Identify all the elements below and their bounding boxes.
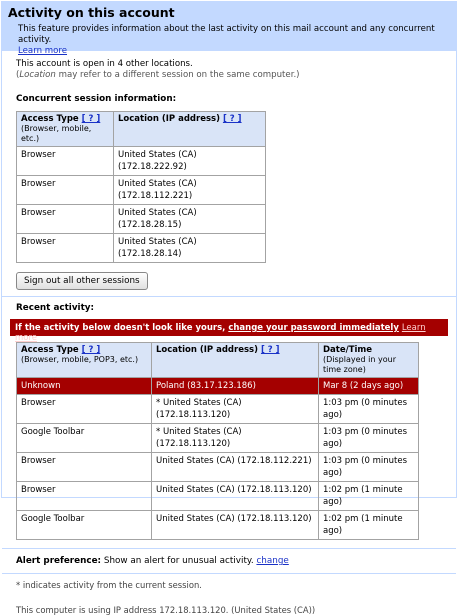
open-locations-info [16, 59, 442, 81]
cell-location: United States (CA) (172.18.113.120) [152, 482, 319, 511]
table-row [17, 424, 419, 453]
cell-location: United States (CA) (172.18.112.221) [114, 176, 266, 205]
recent-activity-table [16, 342, 419, 540]
table-header-row [17, 112, 266, 147]
cell-access-type: Unknown [17, 378, 152, 395]
cell-location: * United States (CA) (172.18.113.120) [152, 424, 319, 453]
alert-preference-value: Show an alert for unusual activity. [101, 556, 254, 566]
cell-access-type: Google Toolbar [17, 511, 152, 540]
table-header-row [17, 343, 419, 378]
location-help-link[interactable]: [ ? ] [260, 345, 280, 355]
cell-location: * United States (CA) (172.18.113.120) [152, 395, 319, 424]
alert-preference-section [2, 556, 456, 566]
open-locations-section [2, 59, 456, 290]
cell-location: United States (CA) (172.18.28.14) [114, 234, 266, 263]
change-password-link[interactable]: change your password immediately [228, 323, 399, 333]
page-title: Activity on this account [8, 5, 175, 20]
alert-preference-change-link[interactable]: change [256, 556, 289, 566]
cell-location: United States (CA) (172.18.112.221) [152, 453, 319, 482]
col-date-time: Date/Time (Displayed in your time zone) [319, 343, 419, 378]
cell-location: United States (CA) (172.18.222.92) [114, 147, 266, 176]
table-row [17, 176, 266, 205]
warning-learn-more-link[interactable]: Learn more [15, 323, 426, 343]
table-row [17, 147, 266, 176]
date-time-subtitle: (Displayed in your time zone) [323, 355, 396, 374]
section-divider [2, 548, 456, 549]
current-ip-info: This computer is using IP address 172.18.113.120. (United States (CA)) [16, 605, 316, 615]
cell-access-type: Browser [17, 176, 114, 205]
cell-location: United States (CA) (172.18.113.120) [152, 511, 319, 540]
cell-date-time: 1:02 pm (1 minute ago) [319, 511, 419, 540]
cell-access-type: Google Toolbar [17, 424, 152, 453]
col-location: Location (IP address) [ ? ] [152, 343, 319, 378]
section-divider [2, 573, 456, 574]
location-note: (Location may refer to a different session on the same computer.) [16, 70, 300, 80]
cell-access-type: Browser [17, 205, 114, 234]
section-divider [2, 296, 456, 297]
feature-description [8, 24, 450, 57]
col-access-type: Access Type [ ? ] (Browser, mobile, POP3, etc.) [17, 343, 152, 378]
location-note-italic: Location [19, 70, 56, 80]
cell-access-type: Browser [17, 395, 152, 424]
table-row [17, 205, 266, 234]
sign-out-all-button[interactable]: Sign out all other sessions [16, 272, 148, 290]
warning-bar [10, 319, 448, 343]
concurrent-heading: Concurrent session information: [16, 94, 177, 104]
table-row [17, 234, 266, 263]
panel-header [2, 2, 456, 56]
learn-more-link[interactable]: Learn more [18, 46, 68, 56]
alert-preference [16, 556, 442, 566]
footer-section [2, 580, 456, 615]
cell-access-type: Browser [17, 147, 114, 176]
cell-access-type: Browser [17, 234, 114, 263]
recent-activity-section [2, 303, 456, 540]
access-type-help-link[interactable]: [ ? ] [81, 345, 101, 355]
cell-date-time: 1:03 pm (0 minutes ago) [319, 453, 419, 482]
table-row [17, 511, 419, 540]
cell-location: United States (CA) (172.18.28.15) [114, 205, 266, 234]
warning-text: If the activity below doesn't look like yours, [15, 323, 226, 333]
cell-date-time: 1:02 pm (1 minute ago) [319, 482, 419, 511]
recent-heading: Recent activity: [16, 303, 95, 313]
access-type-subtitle: (Browser, mobile, etc.) [21, 124, 92, 143]
access-type-help-link[interactable]: [ ? ] [81, 114, 101, 124]
concurrent-session-table [16, 111, 266, 263]
cell-date-time: Mar 8 (2 days ago) [319, 378, 419, 395]
table-row-suspicious [17, 378, 419, 395]
table-row [17, 482, 419, 511]
open-locations-count: This account is open in 4 other locations. [16, 59, 193, 69]
cell-access-type: Browser [17, 482, 152, 511]
cell-date-time: 1:03 pm (0 minutes ago) [319, 424, 419, 453]
col-access-type: Access Type [ ? ] (Browser, mobile, etc.) [17, 112, 114, 147]
location-help-link[interactable]: [ ? ] [222, 114, 242, 124]
table-row [17, 453, 419, 482]
cell-date-time: 1:03 pm (0 minutes ago) [319, 395, 419, 424]
description-text: This feature provides information about the last activity on this mail account and any concurrent activity. [18, 24, 435, 45]
activity-panel [1, 1, 457, 615]
cell-access-type: Browser [17, 453, 152, 482]
alert-preference-label: Alert preference: [16, 556, 102, 566]
location-note-rest: may refer to a different session on the same computer.) [55, 70, 300, 80]
cell-location: Poland (83.17.123.186) [152, 378, 319, 395]
table-row [17, 395, 419, 424]
current-session-note: * indicates activity from the current session. [16, 580, 202, 590]
col-location: Location (IP address) [ ? ] [114, 112, 266, 147]
access-type-subtitle: (Browser, mobile, POP3, etc.) [21, 355, 139, 364]
